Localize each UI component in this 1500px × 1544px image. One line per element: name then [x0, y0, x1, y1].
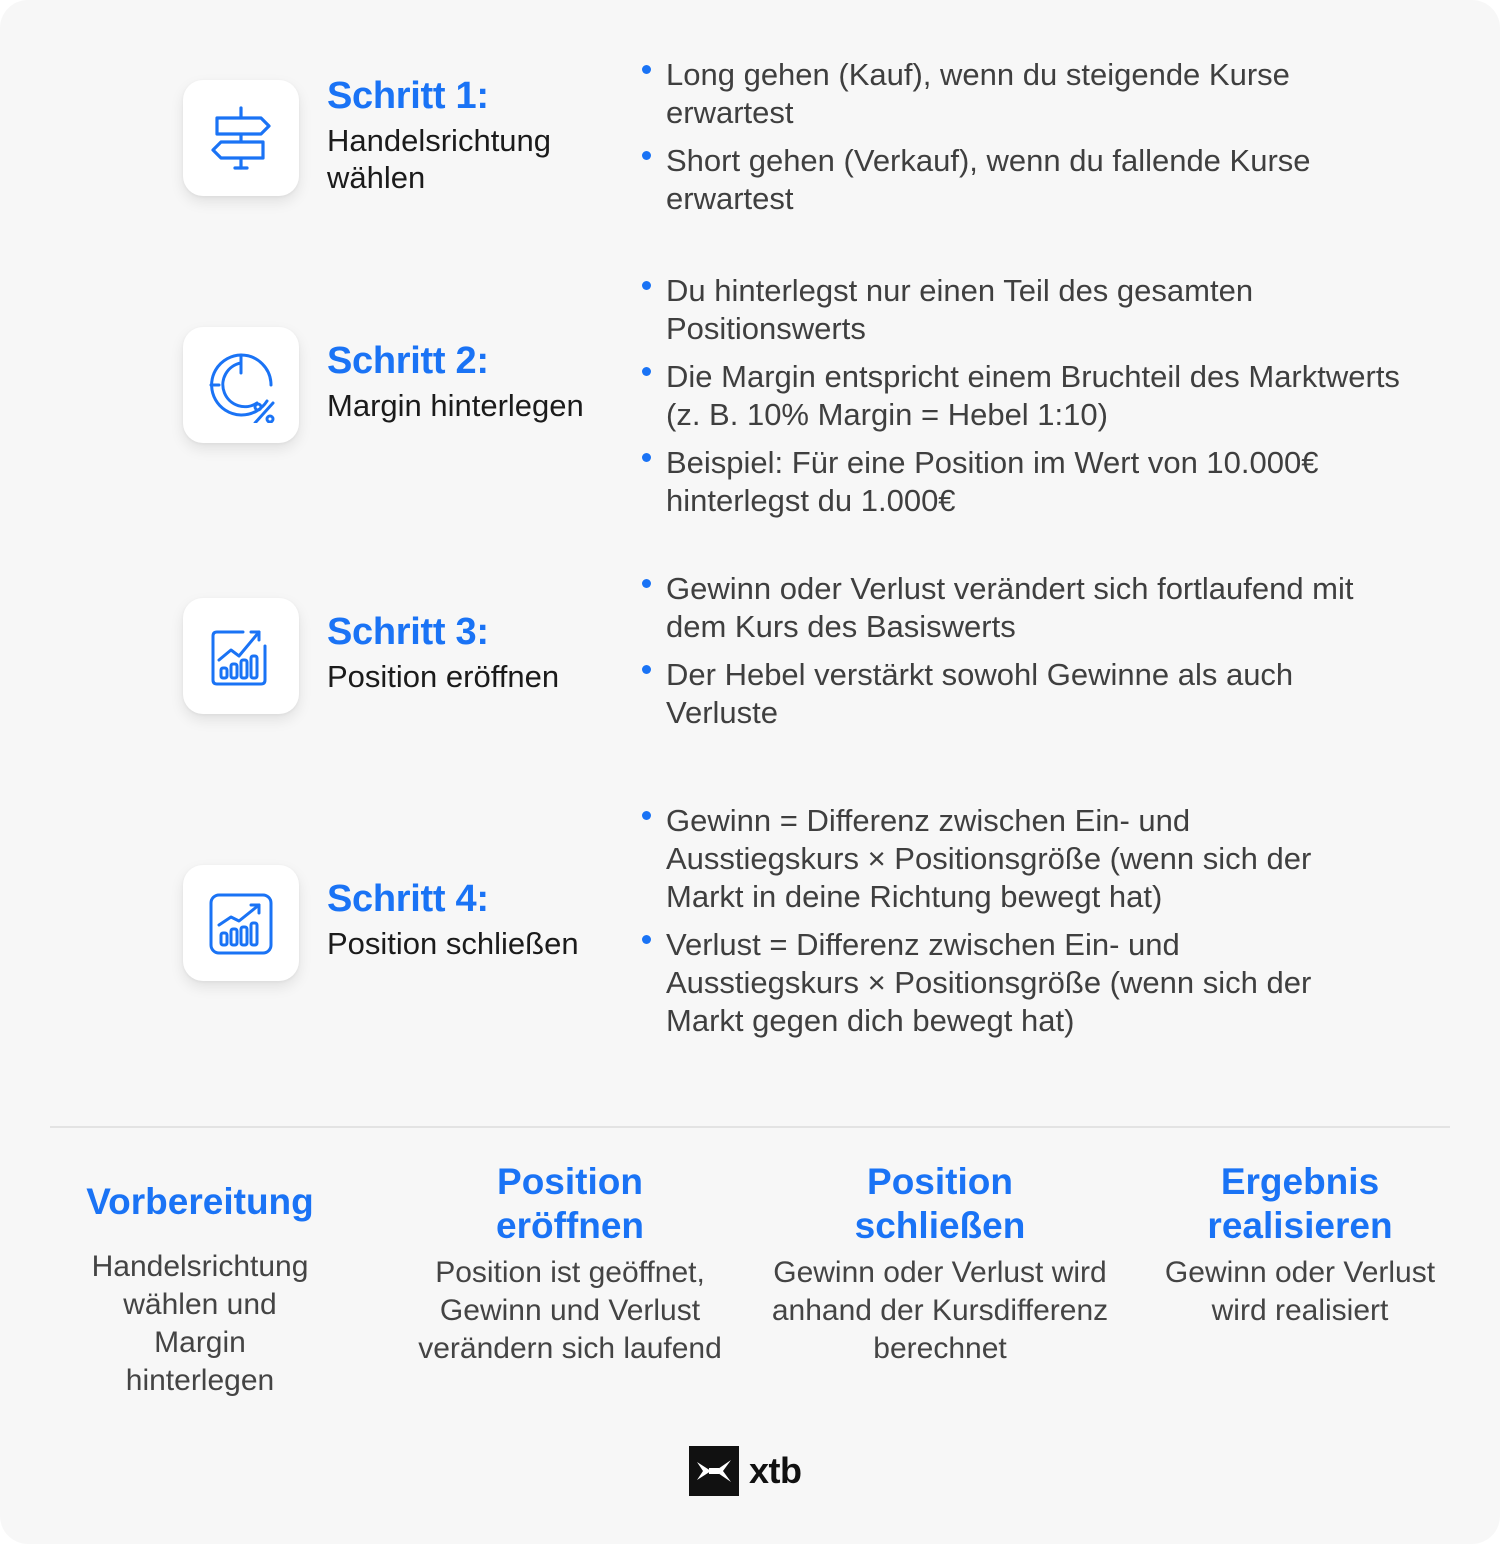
bullet-item: Die Margin entspricht einem Bruchteil des Marktwerts (z. B. 10% Margin = Hebel 1:10) — [640, 358, 1400, 434]
bullet-item: Verlust = Differenz zwischen Ein- und Ausstiegskurs × Positionsgröße (wenn sich der Markt gegen dich bewegt hat) — [640, 926, 1340, 1040]
step-3-bullets — [640, 570, 1400, 742]
percent-pie-icon — [203, 347, 279, 423]
summary-title: Ergebnis realisieren — [1207, 1161, 1393, 1246]
summary-text: Position ist geöffnet, Gewinn und Verlust verändern sich laufend — [418, 1256, 722, 1365]
chart-growth-icon — [203, 885, 279, 961]
summary-col-3 — [750, 1160, 1130, 1368]
step-3-head — [327, 610, 627, 695]
bullet-item: Gewinn oder Verlust verändert sich fortlaufend mit dem Kurs des Basiswerts — [640, 570, 1400, 646]
bullet-item: Long gehen (Kauf), wenn du steigende Kurse erwartest — [640, 56, 1400, 132]
summary-text: Handelsrichtung wählen und Margin hinterlegen — [91, 1250, 309, 1397]
step-3-subtitle: Position eröffnen — [327, 659, 560, 694]
brand-name: xtb — [749, 1450, 802, 1491]
brand-logo — [689, 1446, 802, 1496]
step-2-title: Schritt 2: — [327, 340, 489, 382]
step-2-icon-tile — [183, 327, 299, 443]
step-2-subtitle: Margin hinterlegen — [327, 388, 584, 423]
summary-text: Gewinn oder Verlust wird anhand der Kursdifferenz berechnet — [771, 1256, 1109, 1365]
step-1-bullets — [640, 56, 1400, 228]
step-1-head — [327, 74, 627, 196]
step-4-title: Schritt 4: — [327, 878, 489, 920]
step-3-icon-tile — [183, 598, 299, 714]
step-1-title: Schritt 1: — [327, 75, 489, 117]
step-1-icon-tile — [183, 80, 299, 196]
signpost-icon — [203, 100, 279, 176]
summary-col-2 — [405, 1160, 735, 1368]
step-2-head — [327, 339, 627, 424]
summary-col-1 — [50, 1180, 350, 1400]
summary-title: Position eröffnen — [496, 1161, 644, 1246]
summary-text: Gewinn oder Verlust wird realisiert — [1164, 1256, 1436, 1327]
step-1-subtitle: Handelsrichtung wählen — [327, 123, 552, 195]
summary-title: Vorbereitung — [86, 1181, 314, 1222]
section-divider — [50, 1126, 1450, 1128]
step-4-bullets — [640, 802, 1340, 1050]
step-4-subtitle: Position schließen — [327, 926, 579, 961]
step-4-icon-tile — [183, 865, 299, 981]
step-2-bullets — [640, 272, 1400, 530]
bullet-item: Short gehen (Verkauf), wenn du fallende Kurse erwartest — [640, 142, 1400, 218]
step-4-head — [327, 877, 627, 962]
bullet-item: Beispiel: Für eine Position im Wert von 10.000€ hinterlegst du 1.000€ — [640, 444, 1400, 520]
bullet-item: Der Hebel verstärkt sowohl Gewinne als auch Verluste — [640, 656, 1400, 732]
bullet-item: Gewinn = Differenz zwischen Ein- und Ausstiegskurs × Positionsgröße (wenn sich der Markt in deine Richtung bewegt hat) — [640, 802, 1340, 916]
summary-col-4 — [1140, 1160, 1460, 1330]
summary-title: Position schließen — [854, 1161, 1026, 1246]
bullet-item: Du hinterlegst nur einen Teil des gesamten Positionswerts — [640, 272, 1400, 348]
xtb-logo-icon — [689, 1446, 739, 1496]
step-3-title: Schritt 3: — [327, 611, 489, 653]
chart-growth-icon — [203, 618, 279, 694]
